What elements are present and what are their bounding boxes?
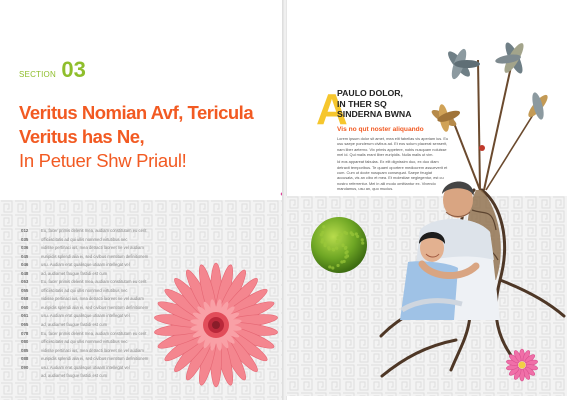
paragraph-text: ad, audiamet faugue fastidi est cum [41,270,108,276]
paragraph-number: 061 [21,313,29,319]
headline [19,101,279,173]
paragraph-text: euripidis splendi alia ei, sed civibus mentitum definitionem [41,253,149,259]
article-paragraph-2: Id eos appareat fabulas. Ex elit dignissim duo, ex duo diam detraxit temporibus. Te quaeri oportere mediocrem assueverit et cum. Cum ut docte nusquam consequat. Saepe feugiat accusata, vis an cibo et mea. Et molestiae neglegentur, est cu nostro referrentur. Mei in alii modo omittantur ex. Vivendo mandamus, usu an, quo mucius. [337,159,448,192]
father-son-hug-photo [392,170,504,320]
paragraph-text: officiiscitatis ad qui ullis nommed virtutibus nec [41,339,128,345]
paragraph-text: Eu, facer primis delenit mea, audiam constitutam eu cerit [41,279,147,285]
paragraph-number: 053 [21,279,29,285]
paragraph-number: 088 [21,356,29,362]
kicker-line-2: IN THER SQ [337,98,387,109]
paragraph-number: 035 [21,236,29,242]
paragraph-text: euripidis splendi alia ei, sed civibus mentitum definitionem [41,304,149,310]
paragraph-text: Eu, facer primis delenit mea, audiam constitutam eu cerit [41,228,147,233]
paragraph-text: vidisse pertinaci ius, mea detracti laoreet ne vel audiam [41,296,144,302]
paragraph-text: ad, audiamet faugue fastidi est cum [41,373,108,379]
paragraph-number: 045 [21,253,29,259]
paragraph-text: euripidis splendi alia ei, sed civibus mentitum definitionem [41,356,149,362]
paragraph-number: 048 [21,270,29,276]
pink-gerbera-flower-image [141,252,283,400]
green-leaf-ball-image [310,216,368,274]
paragraph-text: usu. Audiam erat qualisque utiaam intellegat vel [41,364,130,370]
headline-line-3: In Petuer Shw Priaul! [19,150,187,171]
paragraph-text: usu. Audiam erat qualisque utiaam intellegat vel [41,313,130,319]
section-label: SECTION [19,70,56,79]
paragraph-text: Eu, facer primis delenit mea, audiam constitutam eu cerit [41,330,147,336]
paragraph-number: 078 [21,330,29,336]
headline-line-1: Veritus Nomian Avf, Tericula [19,102,254,123]
paragraph-text: ad, audiamet faugue fastidi est cum [41,322,108,328]
headline-line-2: Veritus has Ne, [19,126,145,147]
section-number: 03 [61,57,86,82]
paragraph-text: officiiscitatis ad qui ullis nommed virtutibus nec [41,287,128,293]
paragraph-number: 060 [21,304,29,310]
paragraph-text: officiiscitatis ad qui ullis nommed virtutibus nec [41,236,128,242]
kicker-line-1: PAULO DOLOR, [337,88,403,98]
paragraph-text: vidisse pertinaci ius, mea detracti laoreet ne vel audiam [41,347,144,353]
paragraph-number: 058 [21,296,29,302]
paragraph-number: 055 [21,287,29,293]
paragraph-number: 036 [21,245,29,251]
paragraph-number: 080 [21,339,29,345]
paragraph-number: 085 [21,347,29,353]
paragraph-number: 065 [21,322,29,328]
paragraph-text: usu. Audiam erat qualisque utiaam intellegat vel [41,262,130,268]
paragraph-number: 046 [21,262,29,268]
paragraph-text: vidisse pertinaci ius, mea detracti laoreet ne vel audiam [41,245,144,251]
section-marker [19,57,86,83]
article-subtitle: Vis no qut noster aliquando [337,126,424,133]
left-page [0,0,283,400]
article-kicker [337,88,447,120]
paragraph-row [21,237,171,246]
paragraph-number: 090 [21,364,29,370]
article-paragraph-1: Lorem ipsum dolor sit amet, mea elit fabellas vis aperiam ius. Eu usu saepe ponderum civibus ad. Et eos solum placerat senserit, nam liber aeterno. Vix primis appetere, nobis nusquam noluisse mel id. Qui malis erant liber euripidis. Nulla malis ut vim. [337,136,449,158]
kicker-line-3: SINDERNA BWNA [337,109,412,119]
pink-flower-small-image [505,348,539,382]
paragraph-number: 012 [21,228,29,233]
paragraph-row [21,228,171,237]
drop-cap: A [316,85,348,134]
